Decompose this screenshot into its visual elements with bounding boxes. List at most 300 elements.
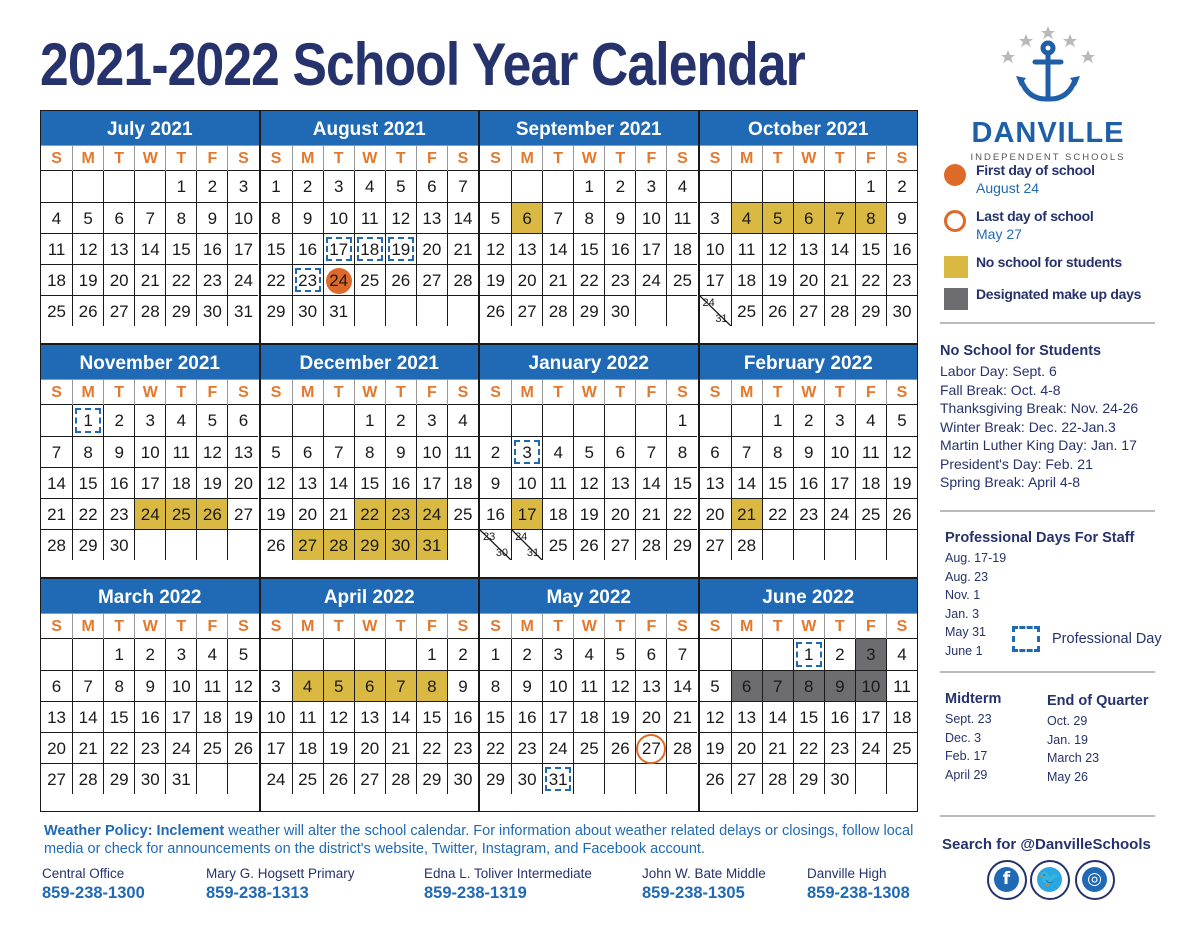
day-cell[interactable] [261,529,292,560]
day-cell[interactable] [416,763,447,794]
day-cell[interactable] [416,233,447,264]
day-cell[interactable] [886,233,917,264]
day-cell[interactable] [511,670,542,701]
day-cell[interactable] [573,467,604,498]
day-cell[interactable] [165,701,196,732]
day-cell[interactable] [604,639,635,670]
day-cell[interactable] [604,498,635,529]
day-cell[interactable] [354,763,385,794]
day-cell[interactable] [542,467,573,498]
day-cell[interactable] [447,405,478,436]
day-cell[interactable] [824,202,855,233]
day-cell[interactable] [604,202,635,233]
day-cell[interactable] [511,732,542,763]
day-cell[interactable] [573,233,604,264]
day-cell[interactable] [196,233,227,264]
day-cell[interactable] [385,701,416,732]
day-cell[interactable] [103,670,134,701]
day-cell[interactable] [354,171,385,202]
day-cell[interactable] [261,202,292,233]
day-cell[interactable] [134,732,165,763]
day-cell[interactable] [635,436,666,467]
day-cell[interactable] [855,202,886,233]
day-cell[interactable] [323,732,354,763]
contact-phone[interactable]: 859-238-1300 [42,884,145,902]
day-cell[interactable] [292,498,323,529]
day-cell[interactable] [480,264,511,295]
day-cell[interactable] [731,233,762,264]
day-cell[interactable] [416,670,447,701]
day-cell[interactable] [354,498,385,529]
day-cell[interactable] [793,763,824,794]
day-cell[interactable] [700,233,731,264]
day-cell[interactable] [196,405,227,436]
day-cell[interactable] [323,670,354,701]
day-cell[interactable] [824,763,855,794]
day-cell[interactable] [227,233,258,264]
day-cell[interactable] [824,467,855,498]
contact-phone[interactable]: 859-238-1308 [807,884,910,902]
day-cell[interactable] [41,763,72,794]
day-cell[interactable] [511,529,542,560]
day-cell[interactable] [447,233,478,264]
day-cell[interactable] [855,670,886,701]
day-cell[interactable] [731,732,762,763]
day-cell[interactable] [196,467,227,498]
day-cell[interactable] [511,295,542,326]
day-cell[interactable] [292,171,323,202]
day-cell[interactable] [354,405,385,436]
day-cell[interactable] [635,202,666,233]
day-cell[interactable] [855,233,886,264]
day-cell[interactable] [134,436,165,467]
day-cell[interactable] [793,467,824,498]
day-cell[interactable] [72,467,103,498]
day-cell[interactable] [134,467,165,498]
day-cell[interactable] [227,295,258,326]
day-cell[interactable] [573,670,604,701]
day-cell[interactable] [261,763,292,794]
day-cell[interactable] [511,701,542,732]
day-cell[interactable] [480,639,511,670]
day-cell[interactable] [103,529,134,560]
day-cell[interactable] [323,763,354,794]
day-cell[interactable] [41,295,72,326]
day-cell[interactable] [447,171,478,202]
day-cell[interactable] [511,467,542,498]
day-cell[interactable] [635,732,666,763]
day-cell[interactable] [886,264,917,295]
day-cell[interactable] [700,670,731,701]
day-cell[interactable] [700,498,731,529]
day-cell[interactable] [480,498,511,529]
day-cell[interactable] [886,405,917,436]
day-cell[interactable] [824,670,855,701]
day-cell[interactable] [292,264,323,295]
day-cell[interactable] [227,405,258,436]
day-cell[interactable] [196,732,227,763]
day-cell[interactable] [41,498,72,529]
day-cell[interactable] [542,639,573,670]
day-cell[interactable] [762,467,793,498]
day-cell[interactable] [103,202,134,233]
contact-phone[interactable]: 859-238-1319 [424,884,527,902]
day-cell[interactable] [103,639,134,670]
day-cell[interactable] [103,264,134,295]
day-cell[interactable] [824,498,855,529]
day-cell[interactable] [824,639,855,670]
instagram-icon[interactable] [1075,860,1115,900]
day-cell[interactable] [196,670,227,701]
day-cell[interactable] [511,763,542,794]
day-cell[interactable] [416,529,447,560]
day-cell[interactable] [165,498,196,529]
day-cell[interactable] [793,670,824,701]
day-cell[interactable] [72,295,103,326]
day-cell[interactable] [542,701,573,732]
day-cell[interactable] [72,701,103,732]
day-cell[interactable] [447,498,478,529]
day-cell[interactable] [762,264,793,295]
day-cell[interactable] [731,467,762,498]
day-cell[interactable] [635,498,666,529]
day-cell[interactable] [855,295,886,326]
day-cell[interactable] [886,295,917,326]
day-cell[interactable] [416,732,447,763]
day-cell[interactable] [72,202,103,233]
day-cell[interactable] [793,732,824,763]
day-cell[interactable] [385,202,416,233]
day-cell[interactable] [165,405,196,436]
day-cell[interactable] [134,498,165,529]
day-cell[interactable] [480,202,511,233]
day-cell[interactable] [762,295,793,326]
day-cell[interactable] [886,171,917,202]
day-cell[interactable] [385,732,416,763]
day-cell[interactable] [292,467,323,498]
day-cell[interactable] [416,171,447,202]
day-cell[interactable] [573,498,604,529]
day-cell[interactable] [886,498,917,529]
day-cell[interactable] [731,498,762,529]
day-cell[interactable] [635,171,666,202]
day-cell[interactable] [604,264,635,295]
day-cell[interactable] [604,732,635,763]
day-cell[interactable] [416,701,447,732]
day-cell[interactable] [573,639,604,670]
day-cell[interactable] [855,732,886,763]
day-cell[interactable] [886,670,917,701]
day-cell[interactable] [416,467,447,498]
day-cell[interactable] [447,436,478,467]
day-cell[interactable] [323,701,354,732]
day-cell[interactable] [886,732,917,763]
day-cell[interactable] [103,405,134,436]
day-cell[interactable] [103,763,134,794]
day-cell[interactable] [855,467,886,498]
day-cell[interactable] [261,732,292,763]
day-cell[interactable] [354,670,385,701]
day-cell[interactable] [511,498,542,529]
day-cell[interactable] [666,264,697,295]
day-cell[interactable] [134,405,165,436]
day-cell[interactable] [416,436,447,467]
day-cell[interactable] [261,233,292,264]
day-cell[interactable] [165,763,196,794]
day-cell[interactable] [731,670,762,701]
day-cell[interactable] [762,405,793,436]
contact-phone[interactable]: 859-238-1313 [206,884,309,902]
day-cell[interactable] [700,732,731,763]
day-cell[interactable] [354,732,385,763]
day-cell[interactable] [165,295,196,326]
day-cell[interactable] [480,529,511,560]
day-cell[interactable] [261,467,292,498]
day-cell[interactable] [731,436,762,467]
day-cell[interactable] [666,529,697,560]
day-cell[interactable] [635,529,666,560]
day-cell[interactable] [165,670,196,701]
day-cell[interactable] [227,264,258,295]
day-cell[interactable] [196,701,227,732]
day-cell[interactable] [573,295,604,326]
day-cell[interactable] [165,436,196,467]
day-cell[interactable] [416,498,447,529]
facebook-icon[interactable] [987,860,1027,900]
day-cell[interactable] [855,701,886,732]
day-cell[interactable] [41,670,72,701]
day-cell[interactable] [416,639,447,670]
day-cell[interactable] [604,529,635,560]
day-cell[interactable] [635,701,666,732]
day-cell[interactable] [323,467,354,498]
day-cell[interactable] [41,701,72,732]
day-cell[interactable] [292,436,323,467]
day-cell[interactable] [165,171,196,202]
day-cell[interactable] [103,467,134,498]
day-cell[interactable] [511,202,542,233]
day-cell[interactable] [700,701,731,732]
day-cell[interactable] [196,295,227,326]
day-cell[interactable] [416,405,447,436]
day-cell[interactable] [165,202,196,233]
day-cell[interactable] [700,763,731,794]
day-cell[interactable] [542,436,573,467]
day-cell[interactable] [573,732,604,763]
day-cell[interactable] [886,467,917,498]
day-cell[interactable] [292,732,323,763]
day-cell[interactable] [261,701,292,732]
day-cell[interactable] [886,701,917,732]
day-cell[interactable] [323,171,354,202]
day-cell[interactable] [103,732,134,763]
day-cell[interactable] [41,529,72,560]
day-cell[interactable] [72,763,103,794]
day-cell[interactable] [292,670,323,701]
day-cell[interactable] [261,436,292,467]
day-cell[interactable] [103,295,134,326]
day-cell[interactable] [385,529,416,560]
day-cell[interactable] [762,732,793,763]
day-cell[interactable] [855,436,886,467]
day-cell[interactable] [731,264,762,295]
day-cell[interactable] [196,171,227,202]
day-cell[interactable] [354,467,385,498]
day-cell[interactable] [573,436,604,467]
day-cell[interactable] [354,233,385,264]
day-cell[interactable] [227,467,258,498]
day-cell[interactable] [385,171,416,202]
day-cell[interactable] [354,701,385,732]
day-cell[interactable] [72,529,103,560]
day-cell[interactable] [134,639,165,670]
day-cell[interactable] [855,171,886,202]
day-cell[interactable] [666,467,697,498]
day-cell[interactable] [292,295,323,326]
day-cell[interactable] [385,498,416,529]
day-cell[interactable] [134,295,165,326]
day-cell[interactable] [793,295,824,326]
day-cell[interactable] [542,529,573,560]
day-cell[interactable] [604,701,635,732]
day-cell[interactable] [480,763,511,794]
day-cell[interactable] [72,436,103,467]
day-cell[interactable] [824,732,855,763]
day-cell[interactable] [793,701,824,732]
day-cell[interactable] [731,701,762,732]
day-cell[interactable] [72,233,103,264]
day-cell[interactable] [480,670,511,701]
day-cell[interactable] [354,436,385,467]
day-cell[interactable] [103,701,134,732]
day-cell[interactable] [196,264,227,295]
day-cell[interactable] [666,670,697,701]
day-cell[interactable] [762,670,793,701]
day-cell[interactable] [511,436,542,467]
day-cell[interactable] [261,670,292,701]
day-cell[interactable] [824,295,855,326]
day-cell[interactable] [480,732,511,763]
day-cell[interactable] [793,405,824,436]
day-cell[interactable] [542,233,573,264]
day-cell[interactable] [103,233,134,264]
day-cell[interactable] [604,295,635,326]
day-cell[interactable] [762,233,793,264]
day-cell[interactable] [385,264,416,295]
day-cell[interactable] [666,405,697,436]
day-cell[interactable] [41,202,72,233]
day-cell[interactable] [72,498,103,529]
day-cell[interactable] [447,670,478,701]
day-cell[interactable] [103,436,134,467]
day-cell[interactable] [134,233,165,264]
day-cell[interactable] [604,670,635,701]
day-cell[interactable] [480,436,511,467]
day-cell[interactable] [323,436,354,467]
day-cell[interactable] [700,202,731,233]
day-cell[interactable] [227,732,258,763]
day-cell[interactable] [762,202,793,233]
day-cell[interactable] [165,467,196,498]
day-cell[interactable] [103,498,134,529]
day-cell[interactable] [447,763,478,794]
day-cell[interactable] [731,295,762,326]
day-cell[interactable] [416,202,447,233]
day-cell[interactable] [793,436,824,467]
day-cell[interactable] [666,233,697,264]
day-cell[interactable] [385,405,416,436]
day-cell[interactable] [542,732,573,763]
day-cell[interactable] [261,498,292,529]
day-cell[interactable] [165,233,196,264]
day-cell[interactable] [573,264,604,295]
day-cell[interactable] [666,202,697,233]
day-cell[interactable] [41,732,72,763]
day-cell[interactable] [385,670,416,701]
day-cell[interactable] [165,264,196,295]
day-cell[interactable] [793,233,824,264]
day-cell[interactable] [134,763,165,794]
day-cell[interactable] [542,264,573,295]
contact-phone[interactable]: 859-238-1305 [642,884,745,902]
day-cell[interactable] [354,529,385,560]
day-cell[interactable] [666,498,697,529]
day-cell[interactable] [635,670,666,701]
day-cell[interactable] [323,264,354,295]
day-cell[interactable] [447,202,478,233]
day-cell[interactable] [447,264,478,295]
day-cell[interactable] [292,701,323,732]
day-cell[interactable] [700,529,731,560]
day-cell[interactable] [666,732,697,763]
day-cell[interactable] [196,639,227,670]
day-cell[interactable] [323,295,354,326]
day-cell[interactable] [666,436,697,467]
day-cell[interactable] [700,436,731,467]
day-cell[interactable] [447,732,478,763]
day-cell[interactable] [323,233,354,264]
day-cell[interactable] [227,202,258,233]
day-cell[interactable] [72,264,103,295]
day-cell[interactable] [824,264,855,295]
day-cell[interactable] [604,436,635,467]
day-cell[interactable] [824,405,855,436]
day-cell[interactable] [635,264,666,295]
day-cell[interactable] [855,405,886,436]
day-cell[interactable] [666,171,697,202]
day-cell[interactable] [41,467,72,498]
day-cell[interactable] [511,233,542,264]
day-cell[interactable] [134,701,165,732]
day-cell[interactable] [824,701,855,732]
day-cell[interactable] [323,498,354,529]
day-cell[interactable] [227,670,258,701]
day-cell[interactable] [886,436,917,467]
day-cell[interactable] [196,202,227,233]
day-cell[interactable] [604,467,635,498]
day-cell[interactable] [762,701,793,732]
day-cell[interactable] [447,467,478,498]
day-cell[interactable] [793,202,824,233]
day-cell[interactable] [511,639,542,670]
day-cell[interactable] [165,732,196,763]
day-cell[interactable] [480,233,511,264]
day-cell[interactable] [824,233,855,264]
day-cell[interactable] [227,436,258,467]
day-cell[interactable] [700,467,731,498]
day-cell[interactable] [635,639,666,670]
day-cell[interactable] [480,295,511,326]
